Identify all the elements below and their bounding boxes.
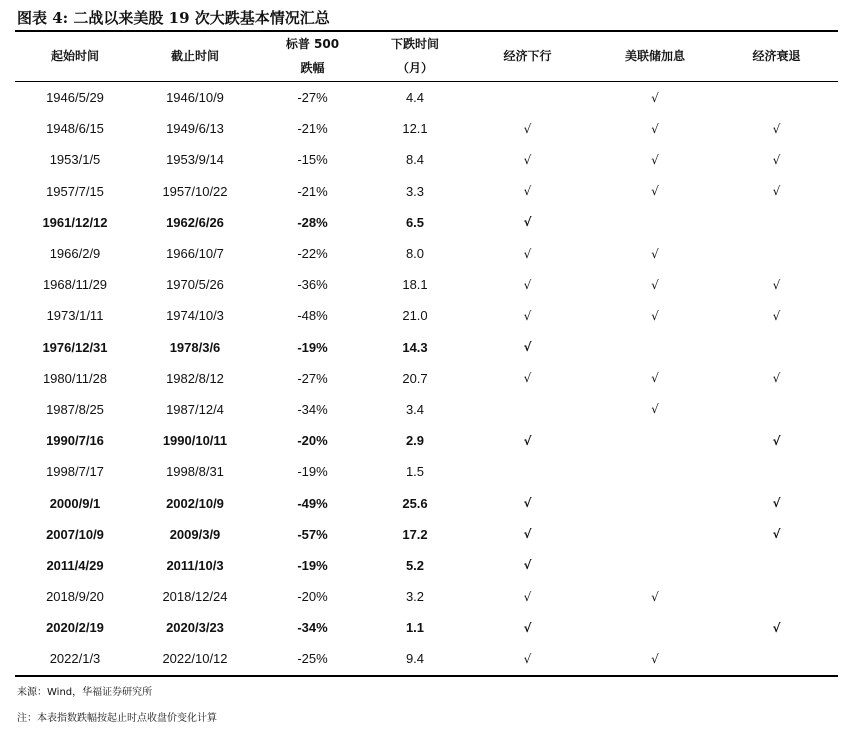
table-row [15, 144, 838, 175]
table-row [15, 332, 838, 363]
cell-fed-hike [595, 612, 715, 643]
cell-end-date: 1953/9/14 [166, 152, 224, 168]
cell-recession [715, 643, 838, 674]
cell-drop: -27% [297, 370, 328, 386]
table-row [15, 207, 838, 238]
table-row [15, 176, 838, 207]
cell-drop: -21% [297, 183, 328, 199]
cell-slowdown [460, 238, 595, 269]
cell-slowdown [460, 144, 595, 175]
check-mark: √ [651, 308, 659, 323]
table-row [15, 394, 838, 425]
cell-end-date: 1966/10/7 [166, 246, 224, 262]
cell-duration: 1.5 [405, 464, 425, 480]
cell-slowdown [460, 612, 595, 643]
table-row [15, 82, 838, 113]
cell-start-date: 1973/1/11 [46, 308, 104, 324]
header-recession [715, 31, 838, 81]
table-row [15, 643, 838, 674]
header-slowdown [460, 31, 595, 81]
cell-drop: -36% [297, 277, 328, 293]
check-mark: √ [772, 620, 781, 635]
cell-end-date: 1962/6/26 [166, 214, 224, 230]
cell-start-date: 1953/1/5 [49, 152, 101, 168]
cell-drop: -22% [297, 246, 328, 262]
cell-start-date: 2011/4/29 [46, 557, 104, 573]
cell-end-date: 1946/10/9 [166, 90, 224, 106]
cell-fed-hike [595, 394, 715, 425]
cell-end-date: 1990/10/11 [162, 433, 228, 449]
cell-end-date: 1998/8/31 [166, 464, 224, 480]
cell-slowdown [460, 176, 595, 207]
cell-recession [715, 425, 838, 456]
cell-end-date: 1949/6/13 [166, 121, 224, 137]
cell-duration: 14.3 [402, 339, 428, 355]
cell-fed-hike [595, 363, 715, 394]
cell-start-date: 1948/6/15 [46, 121, 104, 137]
cell-duration: 21.0 [402, 308, 428, 324]
cell-fed-hike [595, 82, 715, 113]
check-mark: √ [651, 246, 659, 261]
cell-slowdown [460, 643, 595, 674]
cell-fed-hike [595, 550, 715, 581]
check-mark: √ [651, 402, 659, 417]
check-mark: √ [523, 277, 532, 292]
cell-drop: -28% [297, 214, 328, 230]
check-mark: √ [651, 589, 659, 604]
cell-drop: -20% [297, 589, 328, 605]
cell-recession [715, 144, 838, 175]
table-row [15, 238, 838, 269]
cell-slowdown [460, 394, 595, 425]
cell-drop: -19% [297, 464, 328, 480]
check-mark: √ [772, 121, 781, 136]
cell-fed-hike [595, 238, 715, 269]
bottom-rule [15, 675, 838, 677]
cell-end-date: 2018/12/24 [162, 589, 228, 605]
cell-slowdown [460, 269, 595, 300]
footnote: 注：本表指数跌幅按起止时点收盘价变化计算 [17, 713, 217, 724]
cell-fed-hike [595, 300, 715, 331]
cell-start-date: 2020/2/19 [46, 620, 104, 636]
check-mark: √ [651, 651, 659, 666]
cell-slowdown [460, 519, 595, 550]
cell-recession [715, 207, 838, 238]
table-row [15, 550, 838, 581]
cell-slowdown [460, 207, 595, 238]
header-drop-line1: 标普 500 [285, 37, 340, 51]
header-start-date [15, 31, 135, 81]
header-recession-label: 经济衰退 [752, 49, 801, 63]
cell-start-date: 1961/12/12 [42, 214, 108, 230]
check-mark: √ [523, 246, 532, 261]
cell-duration: 25.6 [402, 495, 428, 511]
table-row [15, 581, 838, 612]
table-row [15, 113, 838, 144]
cell-recession [715, 332, 838, 363]
cell-recession [715, 113, 838, 144]
check-mark: √ [651, 277, 659, 292]
table-body [15, 82, 838, 675]
cell-duration: 3.3 [405, 183, 425, 199]
cell-start-date: 1980/11/28 [42, 370, 108, 386]
cell-duration: 9.4 [405, 651, 425, 667]
cell-drop: -48% [297, 308, 328, 324]
table-row [15, 612, 838, 643]
cell-fed-hike [595, 581, 715, 612]
cell-drop: -57% [297, 526, 328, 542]
cell-end-date: 2011/10/3 [166, 557, 224, 573]
table-row [15, 300, 838, 331]
cell-recession [715, 238, 838, 269]
cell-duration: 3.2 [405, 589, 425, 605]
cell-recession [715, 176, 838, 207]
cell-end-date: 1974/10/3 [166, 308, 224, 324]
cell-fed-hike [595, 332, 715, 363]
cell-duration: 8.4 [405, 152, 425, 168]
cell-start-date: 1966/2/9 [49, 246, 101, 262]
cell-slowdown [460, 363, 595, 394]
cell-duration: 12.1 [402, 121, 428, 137]
header-start-label: 起始时间 [50, 49, 99, 63]
cell-duration: 6.5 [405, 214, 425, 230]
cell-end-date: 2009/3/9 [169, 526, 221, 542]
check-mark: √ [772, 527, 781, 542]
cell-slowdown [460, 581, 595, 612]
cell-drop: -49% [297, 495, 328, 511]
cell-end-date: 1970/5/26 [166, 277, 224, 293]
cell-drop: -21% [297, 121, 328, 137]
table-title: 图表 4: 二战以来美股 19 次大跌基本情况汇总 [17, 9, 330, 27]
cell-fed-hike [595, 456, 715, 487]
cell-fed-hike [595, 207, 715, 238]
cell-fed-hike [595, 113, 715, 144]
cell-drop: -19% [297, 339, 328, 355]
cell-duration: 4.4 [405, 90, 425, 106]
header-duration [370, 31, 460, 81]
cell-fed-hike [595, 269, 715, 300]
header-duration-line2: （月） [396, 61, 433, 75]
header-end-label: 截止时间 [170, 49, 219, 63]
table-row [15, 456, 838, 487]
cell-drop: -15% [297, 152, 328, 168]
cell-fed-hike [595, 425, 715, 456]
cell-slowdown [460, 82, 595, 113]
table-row [15, 269, 838, 300]
check-mark: √ [772, 433, 781, 448]
cell-start-date: 1990/7/16 [46, 433, 104, 449]
cell-start-date: 1998/7/17 [46, 464, 104, 480]
check-mark: √ [523, 152, 532, 167]
cell-start-date: 1946/5/29 [46, 90, 104, 106]
cell-drop: -34% [297, 620, 328, 636]
cell-start-date: 2022/1/3 [49, 651, 101, 667]
cell-start-date: 1968/11/29 [42, 277, 108, 293]
cell-recession [715, 394, 838, 425]
cell-end-date: 2020/3/23 [166, 620, 224, 636]
check-mark: √ [651, 184, 659, 199]
check-mark: √ [523, 371, 532, 386]
cell-start-date: 2018/9/20 [46, 589, 104, 605]
cell-drop: -27% [297, 90, 328, 106]
cell-fed-hike [595, 176, 715, 207]
check-mark: √ [772, 152, 781, 167]
cell-recession [715, 612, 838, 643]
cell-end-date: 1957/10/22 [162, 183, 228, 199]
table-row [15, 363, 838, 394]
cell-slowdown [460, 550, 595, 581]
cell-start-date: 1957/7/15 [46, 183, 104, 199]
check-mark: √ [523, 558, 532, 573]
check-mark: √ [523, 184, 532, 199]
cell-duration: 18.1 [402, 277, 428, 293]
cell-slowdown [460, 300, 595, 331]
cell-end-date: 2022/10/12 [162, 651, 228, 667]
check-mark: √ [523, 433, 532, 448]
header-end-date [135, 31, 255, 81]
cell-fed-hike [595, 487, 715, 518]
cell-recession [715, 363, 838, 394]
table-header [15, 31, 838, 81]
cell-recession [715, 487, 838, 518]
header-drop-line2: 跌幅 [300, 61, 325, 75]
check-mark: √ [523, 496, 532, 511]
cell-start-date: 1976/12/31 [42, 339, 108, 355]
cell-duration: 20.7 [402, 370, 428, 386]
check-mark: √ [523, 308, 532, 323]
cell-duration: 5.2 [405, 557, 425, 573]
cell-recession [715, 519, 838, 550]
check-mark: √ [523, 651, 532, 666]
header-drop [255, 31, 370, 81]
cell-recession [715, 82, 838, 113]
cell-slowdown [460, 332, 595, 363]
check-mark: √ [772, 277, 781, 292]
cell-duration: 8.0 [405, 246, 425, 262]
cell-duration: 17.2 [402, 526, 428, 542]
check-mark: √ [651, 152, 659, 167]
check-mark: √ [651, 371, 659, 386]
cell-start-date: 1987/8/25 [46, 401, 104, 417]
check-mark: √ [772, 308, 781, 323]
cell-recession [715, 269, 838, 300]
cell-drop: -25% [297, 651, 328, 667]
cell-end-date: 1978/3/6 [169, 339, 221, 355]
cell-fed-hike [595, 144, 715, 175]
header-fed-hike [595, 31, 715, 81]
cell-slowdown [460, 113, 595, 144]
cell-drop: -19% [297, 557, 328, 573]
cell-drop: -34% [297, 401, 328, 417]
header-slowdown-label: 经济下行 [503, 49, 552, 63]
check-mark: √ [523, 215, 532, 230]
cell-drop: -20% [297, 433, 328, 449]
source-note: 来源：Wind，华福证券研究所 [17, 687, 153, 698]
cell-slowdown [460, 425, 595, 456]
cell-duration: 1.1 [405, 620, 425, 636]
table-row [15, 519, 838, 550]
check-mark: √ [523, 527, 532, 542]
cell-start-date: 2007/10/9 [46, 526, 104, 542]
header-fed-hike-label: 美联储加息 [624, 49, 685, 63]
cell-recession [715, 581, 838, 612]
table-row [15, 425, 838, 456]
cell-duration: 2.9 [405, 433, 425, 449]
check-mark: √ [651, 121, 659, 136]
cell-fed-hike [595, 643, 715, 674]
cell-end-date: 2002/10/9 [166, 495, 224, 511]
cell-slowdown [460, 487, 595, 518]
cell-slowdown [460, 456, 595, 487]
cell-end-date: 1982/8/12 [166, 370, 224, 386]
header-duration-line1: 下跌时间 [390, 37, 439, 51]
cell-end-date: 1987/12/4 [166, 401, 224, 417]
check-mark: √ [523, 121, 532, 136]
check-mark: √ [772, 371, 781, 386]
table-row [15, 487, 838, 518]
check-mark: √ [772, 496, 781, 511]
cell-recession [715, 300, 838, 331]
check-mark: √ [523, 340, 532, 355]
cell-duration: 3.4 [405, 401, 425, 417]
check-mark: √ [523, 589, 532, 604]
check-mark: √ [772, 184, 781, 199]
cell-recession [715, 550, 838, 581]
cell-start-date: 2000/9/1 [49, 495, 101, 511]
check-mark: √ [651, 90, 659, 105]
cell-recession [715, 456, 838, 487]
check-mark: √ [523, 620, 532, 635]
cell-fed-hike [595, 519, 715, 550]
